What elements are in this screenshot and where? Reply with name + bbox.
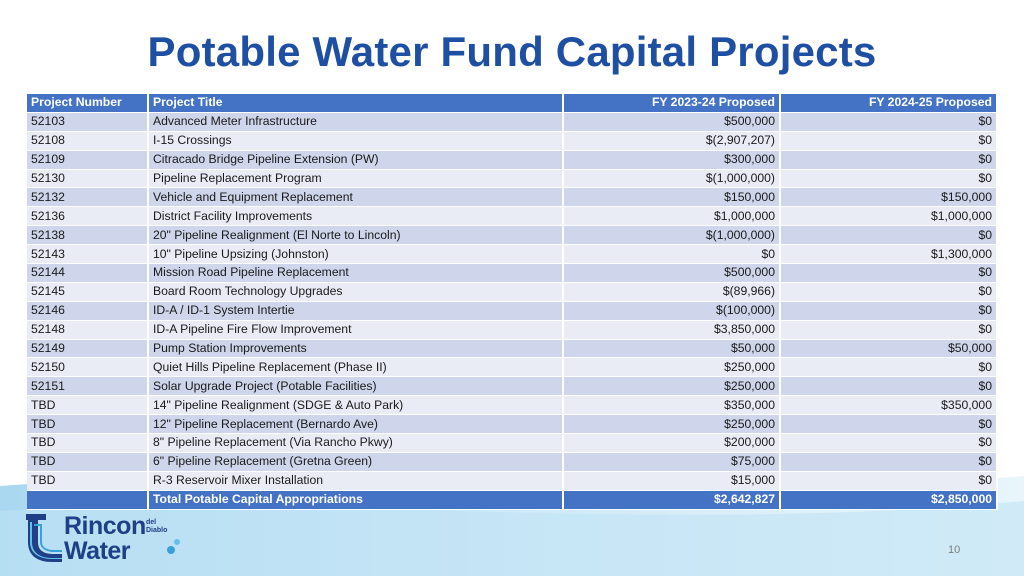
table-row	[27, 396, 997, 415]
project-title-cell: Advanced Meter Infrastructure	[148, 112, 563, 131]
table-row	[27, 434, 997, 453]
table-row	[27, 226, 997, 245]
total-number	[27, 490, 148, 509]
fy2425-cell: $0	[780, 131, 997, 150]
header-project-title: Project Title	[148, 94, 563, 112]
project-title-cell: Quiet Hills Pipeline Replacement (Phase II)	[148, 358, 563, 377]
table-row	[27, 452, 997, 471]
fy2425-cell: $0	[780, 320, 997, 339]
fy2324-cell: $(89,966)	[563, 282, 780, 301]
fy2324-cell: $(2,907,207)	[563, 131, 780, 150]
project-title-cell: Solar Upgrade Project (Potable Facilities)	[148, 377, 563, 396]
fy2324-cell: $0	[563, 245, 780, 264]
project-title-cell: Citracado Bridge Pipeline Extension (PW)	[148, 150, 563, 169]
fy2324-cell: $250,000	[563, 377, 780, 396]
project-title-cell: R-3 Reservoir Mixer Installation	[148, 471, 563, 490]
table-row	[27, 169, 997, 188]
table-row	[27, 207, 997, 226]
fy2324-cell: $(1,000,000)	[563, 226, 780, 245]
project-title-cell: 6" Pipeline Replacement (Gretna Green)	[148, 452, 563, 471]
table-row	[27, 339, 997, 358]
table-row	[27, 245, 997, 264]
fy2425-cell: $0	[780, 226, 997, 245]
page-number: 10	[948, 544, 961, 556]
fy2324-cell: $3,850,000	[563, 320, 780, 339]
project-number-cell: TBD	[27, 452, 148, 471]
project-number-cell: TBD	[27, 396, 148, 415]
table-row	[27, 358, 997, 377]
project-title-cell: Vehicle and Equipment Replacement	[148, 188, 563, 207]
fy2425-cell: $150,000	[780, 188, 997, 207]
fy2324-cell: $200,000	[563, 434, 780, 453]
fy2425-cell: $0	[780, 150, 997, 169]
project-number-cell: 52146	[27, 301, 148, 320]
fy2425-cell: $350,000	[780, 396, 997, 415]
table-row	[27, 301, 997, 320]
fy2425-cell: $0	[780, 452, 997, 471]
fy2425-cell: $0	[780, 471, 997, 490]
project-number-cell: 52108	[27, 131, 148, 150]
fy2324-cell: $50,000	[563, 339, 780, 358]
table-row	[27, 282, 997, 301]
table-row	[27, 264, 997, 283]
project-number-cell: 52130	[27, 169, 148, 188]
fy2324-cell: $75,000	[563, 452, 780, 471]
logo-text-del-diablo: del Diablo	[146, 519, 168, 534]
project-title-cell: 20" Pipeline Realignment (El Norte to Lincoln)	[148, 226, 563, 245]
fy2324-cell: $350,000	[563, 396, 780, 415]
project-number-cell: TBD	[27, 415, 148, 434]
fy2324-cell: $500,000	[563, 264, 780, 283]
fy2324-cell: $300,000	[563, 150, 780, 169]
fy2425-cell: $50,000	[780, 339, 997, 358]
project-title-cell: 14" Pipeline Realignment (SDGE & Auto Park)	[148, 396, 563, 415]
table-row	[27, 150, 997, 169]
project-number-cell: 52150	[27, 358, 148, 377]
project-number-cell: TBD	[27, 471, 148, 490]
project-title-cell: District Facility Improvements	[148, 207, 563, 226]
project-number-cell: 52109	[27, 150, 148, 169]
fy2324-cell: $(100,000)	[563, 301, 780, 320]
project-number-cell: 52138	[27, 226, 148, 245]
project-title-cell: 8" Pipeline Replacement (Via Rancho Pkwy)	[148, 434, 563, 453]
table-header-row	[27, 94, 997, 112]
fy2324-cell: $(1,000,000)	[563, 169, 780, 188]
fy2425-cell: $0	[780, 169, 997, 188]
fy2425-cell: $0	[780, 358, 997, 377]
header-fy2425: FY 2024-25 Proposed	[780, 94, 997, 112]
page-title: Potable Water Fund Capital Projects	[147, 28, 877, 75]
table-row	[27, 377, 997, 396]
project-number-cell: 52143	[27, 245, 148, 264]
project-number-cell: 52149	[27, 339, 148, 358]
fy2425-cell: $1,300,000	[780, 245, 997, 264]
logo-text-water: Water	[64, 537, 131, 565]
fy2425-cell: $1,000,000	[780, 207, 997, 226]
fy2324-cell: $250,000	[563, 358, 780, 377]
fy2425-cell: $0	[780, 282, 997, 301]
project-title-cell: 12" Pipeline Replacement (Bernardo Ave)	[148, 415, 563, 434]
table-row	[27, 112, 997, 131]
fy2425-cell: $0	[780, 415, 997, 434]
project-title-cell: Pump Station Improvements	[148, 339, 563, 358]
droplets-icon	[166, 536, 182, 556]
project-title-cell: I-15 Crossings	[148, 131, 563, 150]
project-title-cell: Pipeline Replacement Program	[148, 169, 563, 188]
project-number-cell: 52148	[27, 320, 148, 339]
project-title-cell: Mission Road Pipeline Replacement	[148, 264, 563, 283]
fy2425-cell: $0	[780, 264, 997, 283]
total-fy2425: $2,850,000	[780, 490, 997, 509]
project-number-cell: 52145	[27, 282, 148, 301]
fy2324-cell: $500,000	[563, 112, 780, 131]
project-number-cell: 52136	[27, 207, 148, 226]
fy2425-cell: $0	[780, 434, 997, 453]
total-fy2324: $2,642,827	[563, 490, 780, 509]
table-row	[27, 415, 997, 434]
project-number-cell: TBD	[27, 434, 148, 453]
project-number-cell: 52103	[27, 112, 148, 131]
header-fy2324: FY 2023-24 Proposed	[563, 94, 780, 112]
rincon-water-logo	[24, 510, 194, 570]
fy2324-cell: $15,000	[563, 471, 780, 490]
header-project-number: Project Number	[27, 94, 148, 112]
fy2425-cell: $0	[780, 301, 997, 320]
fy2425-cell: $0	[780, 377, 997, 396]
total-label: Total Potable Capital Appropriations	[148, 490, 563, 509]
fy2324-cell: $150,000	[563, 188, 780, 207]
total-row	[27, 490, 997, 509]
fy2324-cell: $1,000,000	[563, 207, 780, 226]
table-row	[27, 320, 997, 339]
table-row	[27, 131, 997, 150]
project-number-cell: 52151	[27, 377, 148, 396]
fy2425-cell: $0	[780, 112, 997, 131]
water-drop-logo-icon	[24, 512, 64, 568]
fy2324-cell: $250,000	[563, 415, 780, 434]
table-row	[27, 471, 997, 490]
project-title-cell: ID-A Pipeline Fire Flow Improvement	[148, 320, 563, 339]
project-title-cell: Board Room Technology Upgrades	[148, 282, 563, 301]
project-title-cell: ID-A / ID-1 System Intertie	[148, 301, 563, 320]
table-row	[27, 188, 997, 207]
logo-text-rincon: Rincon	[64, 512, 146, 540]
project-number-cell: 52144	[27, 264, 148, 283]
capital-projects-table	[27, 94, 998, 510]
project-title-cell: 10" Pipeline Upsizing (Johnston)	[148, 245, 563, 264]
project-number-cell: 52132	[27, 188, 148, 207]
